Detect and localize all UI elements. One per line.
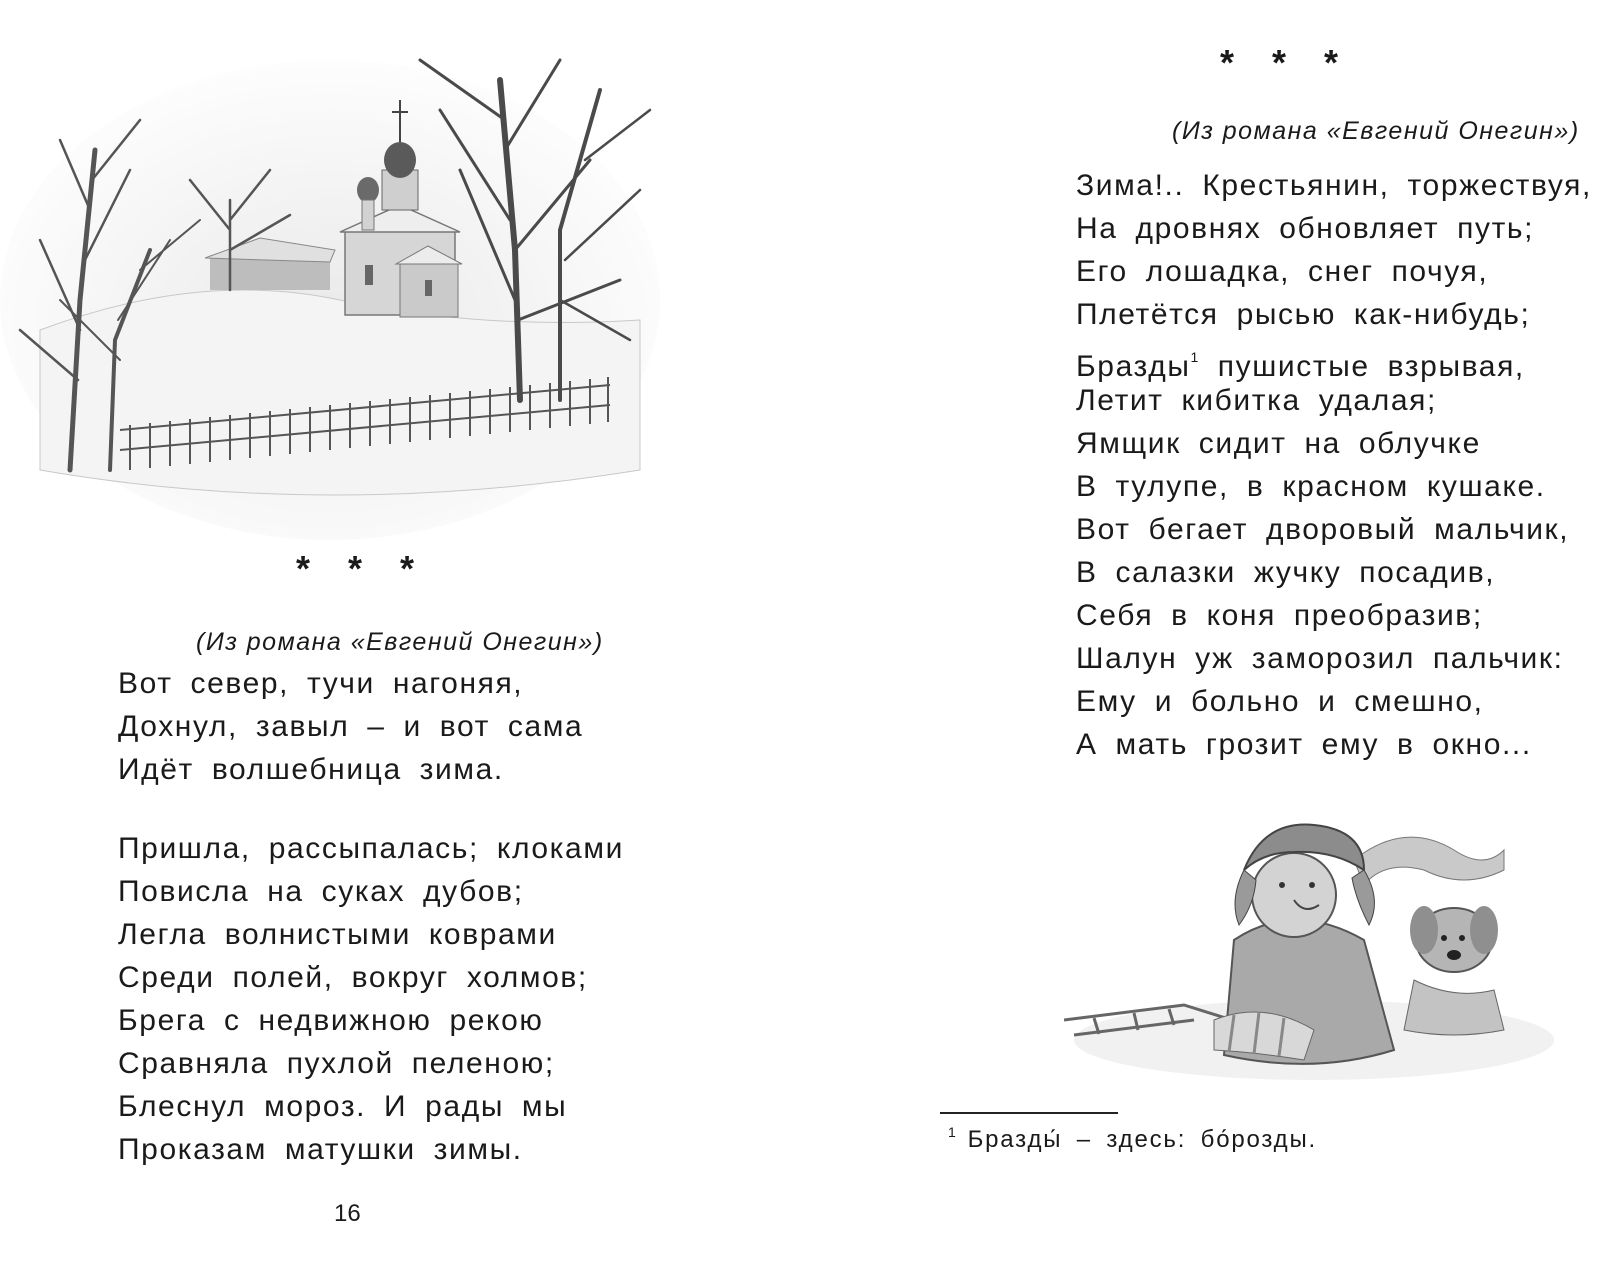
poem-line: Зима!.. Крестьянин, торжествуя, bbox=[1076, 169, 1592, 202]
poem-line: Шалун уж заморозил пальчик: bbox=[1076, 642, 1564, 675]
poem-line: Себя в коня преобразив; bbox=[1076, 599, 1483, 632]
poem-line: На дровнях обновляет путь; bbox=[1076, 212, 1535, 245]
poem-line: В салазки жучку посадив, bbox=[1076, 556, 1496, 589]
poem-line: Сравняла пухлой пеленою; bbox=[118, 1047, 555, 1080]
footnote-divider bbox=[940, 1112, 1118, 1114]
poem-line: Легла волнистыми коврами bbox=[118, 918, 557, 951]
footnote bbox=[948, 1124, 1317, 1154]
poem-line: Идёт волшебница зима. bbox=[118, 753, 504, 786]
poem-line: Вот север, тучи нагоняя, bbox=[118, 667, 524, 700]
footnote-reference: 1 bbox=[1190, 349, 1200, 365]
poem-line: Ямщик сидит на облучке bbox=[1076, 427, 1481, 460]
poem-line: Брега с недвижною рекою bbox=[118, 1004, 544, 1037]
poem-line: Блеснул мороз. И рады мы bbox=[118, 1090, 568, 1123]
poem-line: Проказам матушки зимы. bbox=[118, 1133, 523, 1166]
poem-line-rest: пушистые взрывая, bbox=[1199, 350, 1525, 383]
page-number: 16 bbox=[334, 1200, 361, 1227]
epigraph: (Из романа «Евгений Онегин») bbox=[1172, 117, 1580, 145]
poem-line: В тулупе, в красном кушаке. bbox=[1076, 470, 1546, 503]
right-page bbox=[800, 0, 1619, 1272]
poem-line: Среди полей, вокруг холмов; bbox=[118, 961, 588, 994]
poem-line: Летит кибитка удалая; bbox=[1076, 384, 1437, 417]
winter-church-illustration bbox=[0, 0, 680, 540]
poem-line: Его лошадка, снег почуя, bbox=[1076, 255, 1489, 288]
poem-line: Повисла на суках дубов; bbox=[118, 875, 524, 908]
poem-line: Плетётся рысью как-нибудь; bbox=[1076, 298, 1531, 331]
left-page bbox=[0, 0, 800, 1272]
footnote-mark: 1 bbox=[948, 1124, 958, 1140]
poem-line: Ему и больно и смешно, bbox=[1076, 685, 1484, 718]
poem-body bbox=[1076, 164, 1592, 766]
section-stars: * * * bbox=[296, 548, 429, 589]
poem-stanza-2 bbox=[118, 827, 624, 1171]
section-stars: * * * bbox=[1220, 42, 1353, 83]
footnote-text: Бразды́ – здесь: бо́розды. bbox=[967, 1126, 1317, 1153]
poem-line: Вот бегает дворовый мальчик, bbox=[1076, 513, 1570, 546]
footnoted-word: Бразды bbox=[1076, 350, 1191, 383]
boy-with-sled-illustration bbox=[1064, 790, 1564, 1090]
poem-line: Пришла, рассыпалась; клоками bbox=[118, 832, 624, 865]
poem-line: А мать грозит ему в окно... bbox=[1076, 728, 1532, 761]
poem-stanza-1 bbox=[118, 662, 583, 791]
poem-line: Дохнул, завыл – и вот сама bbox=[118, 710, 584, 743]
epigraph: (Из романа «Евгений Онегин») bbox=[196, 628, 604, 656]
poem-line-with-footnote bbox=[1076, 336, 1592, 383]
